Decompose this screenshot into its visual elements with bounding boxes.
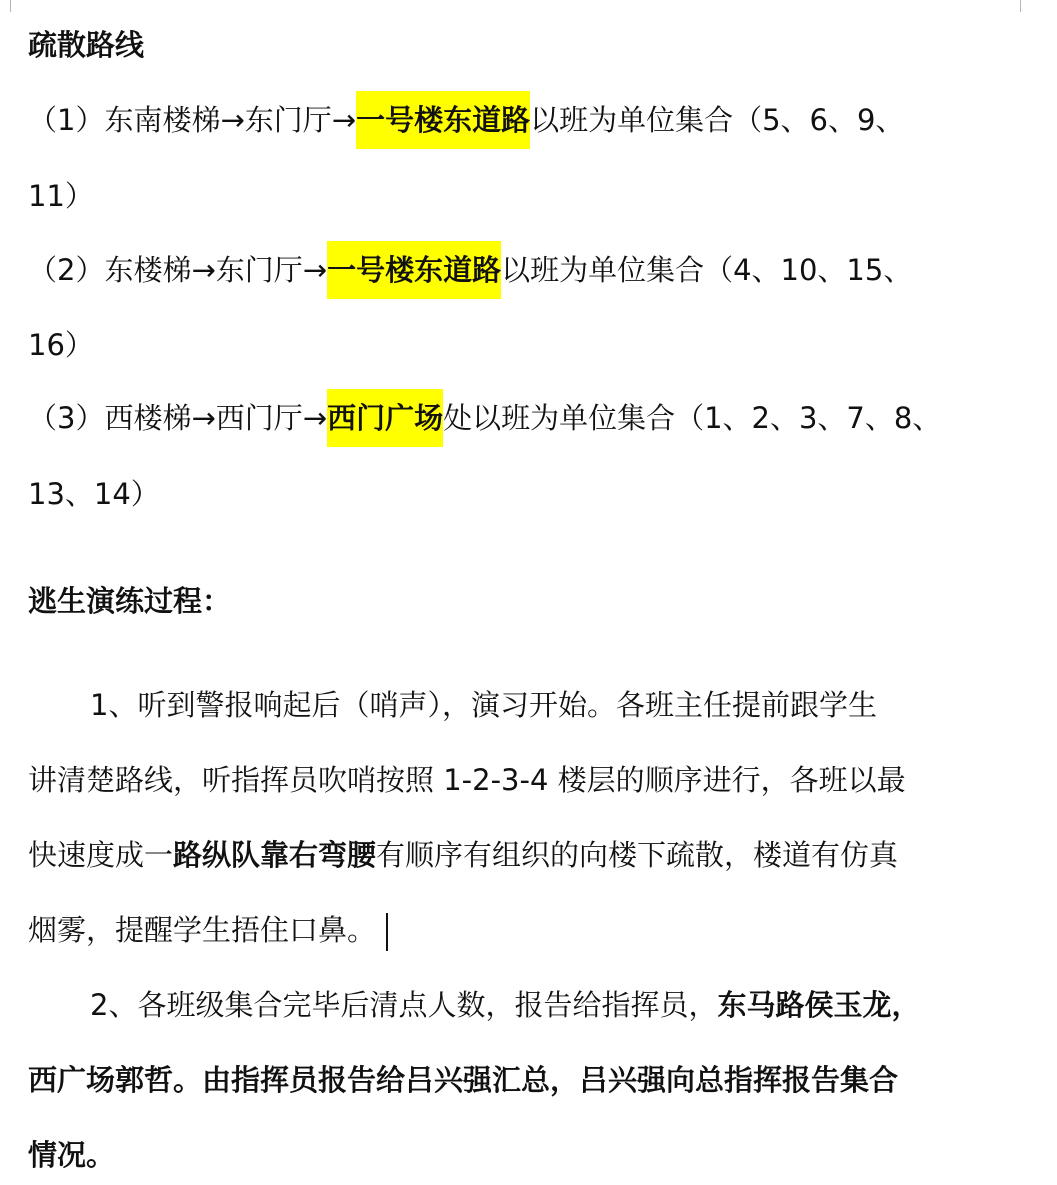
page-edge-mark-left (10, 0, 11, 12)
route-3-continuation: 13、14） (28, 477, 160, 511)
para-1-emphasis: 路纵队靠右弯腰 (173, 838, 377, 872)
route-1-continuation: 11） (28, 179, 94, 213)
route-3-line (28, 398, 941, 438)
para-2-line-3: 情况。 (28, 1138, 116, 1172)
para-1-line-3 (28, 835, 898, 875)
route-1-prefix: （1）东南楼梯→东门厅→ (28, 103, 357, 137)
para-1-line-1: 1、听到警报响起后（哨声），演习开始。各班主任提前跟学生 (90, 688, 877, 722)
para-1-line-2: 讲清楚路线，听指挥员吹哨按照 1-2-3-4 楼层的顺序进行，各班以最 (28, 763, 906, 797)
para-1-line-4-text: 烟雾，提醒学生捂住口鼻。 (28, 913, 377, 947)
evacuation-route-heading: 疏散路线 (28, 28, 145, 62)
text-cursor[interactable] (386, 913, 388, 951)
para-2-line-1 (90, 985, 920, 1025)
route-2-continuation: 16） (28, 328, 94, 362)
route-1-line (28, 100, 904, 140)
route-1-highlight: 一号楼东道路 (356, 91, 530, 149)
para-2-line-1-start: 2、各班级集合完毕后清点人数，报告给指挥员， (90, 988, 718, 1022)
drill-process-heading: 逃生演练过程： (28, 584, 232, 618)
para-1-line-3-end: 有顺序有组织的向楼下疏散，楼道有仿真 (376, 838, 899, 872)
route-3-suffix: 处以班为单位集合（1、2、3、7、8、 (443, 401, 942, 435)
route-1-suffix: 以班为单位集合（5、6、9、 (530, 103, 905, 137)
para-1-line-3-start: 快速度成一 (28, 838, 174, 872)
route-3-prefix: （3）西楼梯→西门厅→ (28, 401, 328, 435)
route-2-highlight: 一号楼东道路 (327, 241, 501, 299)
route-2-suffix: 以班为单位集合（4、10、15、 (501, 253, 913, 287)
para-2-line-2: 西广场郭哲。由指挥员报告给吕兴强汇总，吕兴强向总指挥报告集合 (28, 1063, 899, 1097)
route-3-highlight: 西门广场 (327, 389, 443, 447)
page-edge-mark-right (1020, 0, 1021, 12)
para-2-emphasis: 东马路侯玉龙， (717, 988, 921, 1022)
para-1-line-4 (28, 910, 388, 951)
route-2-prefix: （2）东楼梯→东门厅→ (28, 253, 328, 287)
route-2-line (28, 250, 912, 290)
